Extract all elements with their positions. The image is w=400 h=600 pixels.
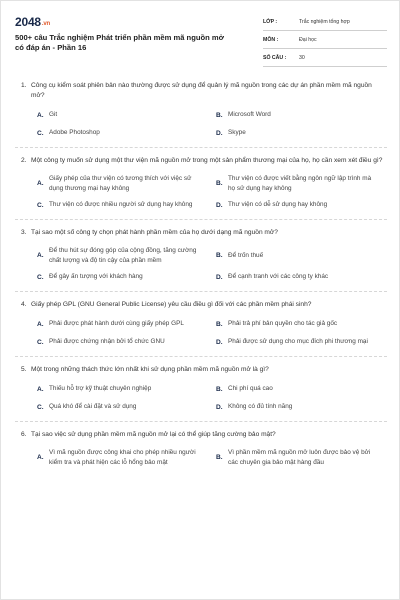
- document-header: [15, 15, 387, 71]
- option-letter: C.: [37, 273, 44, 281]
- option-text: Phải được phát hành dưới cùng giấy phép GPL: [49, 320, 184, 328]
- option-text: Git: [49, 111, 58, 119]
- option-letter: A.: [37, 180, 44, 187]
- option-letter: B.: [216, 252, 223, 259]
- option-c[interactable]: [37, 199, 208, 211]
- option-text: Để gây ấn tượng với khách hàng: [49, 273, 143, 281]
- option-text: Phải được chứng nhận bởi tổ chức GNU: [49, 338, 165, 346]
- question-1: [15, 81, 387, 148]
- option-a[interactable]: [37, 174, 208, 193]
- option-text: Thiếu hỗ trợ kỹ thuật chuyên nghiệp: [49, 385, 152, 393]
- meta-count-row: [263, 53, 387, 67]
- option-text: Để cạnh tranh với các công ty khác: [228, 273, 329, 281]
- question-text: Một trong những thách thức lớn nhất khi sử dụng phần mềm mã nguồn mở là gì?: [31, 366, 269, 373]
- meta-subject-row: [263, 35, 387, 49]
- option-letter: C.: [37, 129, 44, 137]
- option-a[interactable]: [37, 109, 208, 121]
- question-number: 4.: [21, 301, 27, 308]
- option-letter: D.: [216, 338, 223, 346]
- logo-suffix: .vn: [41, 21, 50, 27]
- option-a[interactable]: [37, 383, 208, 395]
- option-d[interactable]: [216, 401, 387, 413]
- option-text: Không có đủ tính năng: [228, 403, 293, 411]
- option-grid: [15, 246, 387, 283]
- question-number: 6.: [21, 431, 27, 438]
- option-text: Chi phí quá cao: [228, 385, 273, 393]
- option-letter: B.: [216, 180, 223, 187]
- option-text: Thư viện có dễ sử dụng hay không: [228, 201, 328, 209]
- option-letter: D.: [216, 201, 223, 209]
- option-b[interactable]: [216, 448, 387, 467]
- meta-class-row: [263, 17, 387, 31]
- logo-main: 2048: [15, 15, 41, 29]
- meta-subject-value: Đại học: [299, 37, 317, 43]
- option-a[interactable]: [37, 246, 208, 265]
- question-text: Một công ty muốn sử dụng một thư viện mã nguồn mở trong một sản phẩm thương mại của họ, họ cần xem xét điều gì?: [31, 157, 383, 164]
- option-text: Adobe Photoshop: [49, 129, 100, 137]
- option-b[interactable]: [216, 246, 387, 265]
- option-text: Để thu hút sự đóng góp của cộng đồng, tăng cường chất lượng và độ tin cậy của phần mềm: [49, 247, 197, 264]
- option-d[interactable]: [216, 127, 387, 139]
- document-meta: [263, 17, 387, 71]
- option-text: Skype: [228, 129, 246, 137]
- option-c[interactable]: [37, 401, 208, 413]
- meta-subject-label: MÔN :: [263, 37, 279, 43]
- option-a[interactable]: [37, 448, 208, 467]
- option-b[interactable]: [216, 318, 387, 330]
- option-letter: B.: [216, 111, 223, 119]
- option-text: Để trốn thuế: [228, 251, 264, 259]
- option-text: Vì mã nguồn được công khai cho phép nhiều người kiểm tra và phát hiện các lỗ hổng bảo mật: [49, 449, 196, 466]
- option-letter: A.: [37, 454, 44, 461]
- option-letter: A.: [37, 385, 44, 393]
- option-d[interactable]: [216, 199, 387, 211]
- option-letter: C.: [37, 201, 44, 209]
- document-title: 500+ câu Trắc nghiệm Phát triển phần mềm mã nguồn mở có đáp án - Phần 16: [15, 33, 225, 52]
- meta-count-value: 30: [299, 55, 305, 61]
- option-text: Thư viện có được viết bằng ngôn ngữ lập trình mà họ sử dụng hay không: [228, 175, 372, 192]
- question-text: Giấy phép GPL (GNU General Public License) yêu cầu điều gì đối với các phần mềm phái sinh?: [31, 301, 312, 308]
- option-letter: D.: [216, 403, 223, 411]
- question-number: 3.: [21, 229, 27, 236]
- option-c[interactable]: [37, 127, 208, 139]
- question-4: [15, 300, 387, 357]
- option-grid: [15, 383, 387, 413]
- site-logo[interactable]: [15, 15, 50, 29]
- option-text: Giấy phép của thư viện có tương thích với việc sử dụng thương mại hay không: [49, 175, 192, 192]
- option-d[interactable]: [216, 271, 387, 283]
- option-c[interactable]: [37, 336, 208, 348]
- question-5: [15, 365, 387, 422]
- option-letter: C.: [37, 403, 44, 411]
- option-text: Phải được sử dụng cho mục đích phi thương mại: [228, 338, 368, 346]
- option-letter: C.: [37, 338, 44, 346]
- question-2: [15, 156, 387, 220]
- option-letter: B.: [216, 454, 223, 461]
- question-3: [15, 228, 387, 292]
- option-letter: A.: [37, 111, 44, 119]
- option-b[interactable]: [216, 174, 387, 193]
- option-text: Phải trả phí bản quyền cho tác giả gốc: [228, 320, 338, 328]
- option-c[interactable]: [37, 271, 208, 283]
- option-letter: B.: [216, 385, 223, 393]
- option-text: Thư viện có được nhiều người sử dụng hay không: [49, 201, 193, 209]
- question-text: Công cụ kiểm soát phiên bản nào thường được sử dụng để quản lý mã nguồn trong các dự án phần mềm mã nguồn mở?: [31, 82, 372, 99]
- option-b[interactable]: [216, 109, 387, 121]
- meta-class-value: Trắc nghiệm tổng hợp: [299, 19, 350, 25]
- option-grid: [15, 174, 387, 211]
- meta-class-label: LỚP :: [263, 19, 278, 25]
- option-letter: D.: [216, 129, 223, 137]
- option-text: Quá khó để cài đặt và sử dụng: [49, 403, 137, 411]
- question-number: 1.: [21, 82, 27, 89]
- option-grid: [15, 448, 387, 467]
- option-letter: B.: [216, 320, 223, 328]
- question-text: Tại sao việc sử dụng phần mềm mã nguồn mở lại có thể giúp tăng cường bảo mật?: [31, 431, 276, 438]
- option-letter: A.: [37, 320, 44, 328]
- question-list: [15, 81, 387, 483]
- option-b[interactable]: [216, 383, 387, 395]
- meta-count-label: SỐ CÂU :: [263, 55, 287, 61]
- question-number: 2.: [21, 157, 27, 164]
- option-text: Microsoft Word: [228, 111, 271, 119]
- option-grid: [15, 318, 387, 348]
- option-a[interactable]: [37, 318, 208, 330]
- option-grid: [15, 109, 387, 139]
- option-letter: A.: [37, 252, 44, 259]
- option-d[interactable]: [216, 336, 387, 348]
- question-6: [15, 430, 387, 475]
- option-text: Vì phần mềm mã nguồn mở luôn được bảo vệ bởi các chuyên gia bảo mật hàng đầu: [228, 449, 371, 466]
- question-number: 5.: [21, 366, 27, 373]
- option-letter: D.: [216, 273, 223, 281]
- question-text: Tại sao một số công ty chọn phát hành phần mềm của họ dưới dạng mã nguồn mở?: [31, 229, 278, 236]
